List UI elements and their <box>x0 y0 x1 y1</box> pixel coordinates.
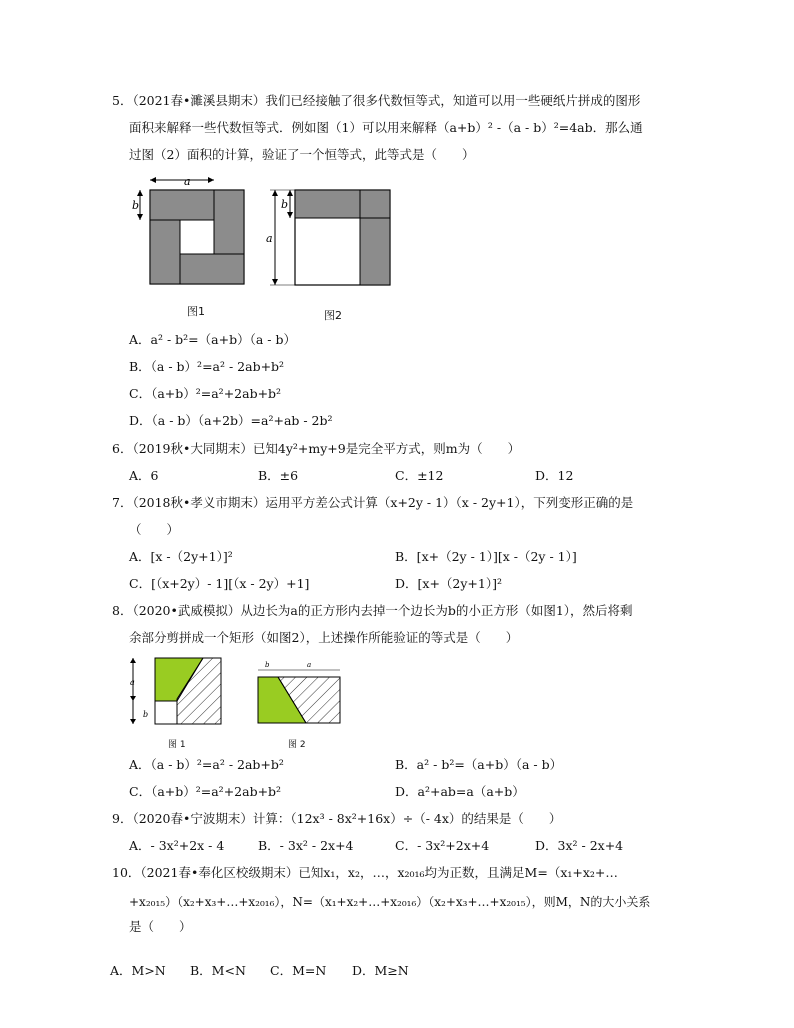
q10-option-d[interactable]: D．M≥N <box>352 963 409 978</box>
q7-option-d[interactable]: D．[x+（2y+1）]² <box>395 576 503 591</box>
q5-option-c[interactable]: C．（a+b）²=a²+2ab+b² <box>129 386 282 401</box>
q8-fig2-label-a: a <box>307 661 312 669</box>
q8-line1: 8．（2020•武威模拟）从边长为a的正方形内去掉一个边长为b的小正方形（如图1），然后将剩 <box>112 603 633 618</box>
q7-line2: （ ） <box>129 522 180 537</box>
q9-option-d[interactable]: D．3x² - 2x+4 <box>535 838 624 853</box>
q8-option-c[interactable]: C．（a+b）²=a²+2ab+b² <box>129 784 282 799</box>
q8-fig1-label-b: b <box>143 710 149 719</box>
q8-option-b[interactable]: B．a² - b²=（a+b）（a - b） <box>395 757 563 772</box>
q10-option-c[interactable]: C．M=N <box>270 963 327 978</box>
q5-fig1-label-b: b <box>132 199 140 212</box>
q9-option-b[interactable]: B．- 3x² - 2x+4 <box>258 838 354 853</box>
q5-figure1 <box>132 175 244 284</box>
q8-fig1-label-a: a <box>130 678 135 687</box>
q5-option-a[interactable]: A．a² - b²=（a+b）（a - b） <box>129 332 296 347</box>
q7-line1: 7．（2018秋•孝义市期末）运用平方差公式计算（x+2y - 1）（x - 2y+1），下列变形正确的是 <box>112 495 634 510</box>
q10-option-a[interactable]: A．M>N <box>110 963 166 978</box>
q10-line3: 是（ ） <box>129 919 192 934</box>
q5-option-b[interactable]: B．（a - b）²=a² - 2ab+b² <box>129 359 285 374</box>
q10-option-b[interactable]: B．M<N <box>190 963 246 978</box>
q5-figures <box>130 172 400 322</box>
q6-option-b[interactable]: B．±6 <box>258 468 299 483</box>
q8-figure2 <box>258 661 340 723</box>
q5-line1: 5．（2021春•濉溪县期末）我们已经接触了很多代数恒等式，知道可以用一些硬纸片拼成的图形 <box>112 93 641 108</box>
q7-option-c[interactable]: C．[（x+2y）- 1][（x - 2y）+1] <box>129 576 310 591</box>
q8-fig2-caption: 图 2 <box>288 740 306 750</box>
q8-option-a[interactable]: A．（a - b）²=a² - 2ab+b² <box>129 757 284 772</box>
q9-option-c[interactable]: C．- 3x²+2x+4 <box>395 838 490 853</box>
q5-fig2-label-b: b <box>281 198 289 211</box>
q5-fig1-label-a: a <box>184 175 191 188</box>
q8-fig1-caption: 图 1 <box>168 740 186 750</box>
q5-line3: 过图（2）面积的计算，验证了一个恒等式，此等式是（ ） <box>129 147 475 162</box>
q9-line1: 9．（2020春•宁波期末）计算：（12x³ - 8x²+16x）÷（- 4x）的结果是（ ） <box>112 811 562 826</box>
q6-option-c[interactable]: C．±12 <box>395 468 444 483</box>
q5-option-d[interactable]: D．（a - b）（a+2b）=a²+ab - 2b² <box>129 413 333 428</box>
q10-line1: 10．（2021春•奉化区校级期末）已知x₁，x₂，…，x₂₀₁₆均为正数，且满足M=（x₁+x₂+… <box>112 865 618 880</box>
q8-fig2-label-b: b <box>265 661 270 669</box>
q9-option-a[interactable]: A．- 3x²+2x - 4 <box>129 838 225 853</box>
q8-figures <box>125 655 350 750</box>
q10-line2: +x₂₀₁₅）（x₂+x₃+…+x₂₀₁₆），N=（x₁+x₂+…+x₂₀₁₆）（x₂+x₃+…+x₂₀₁₅），则M，N的大小关系 <box>129 895 651 909</box>
q8-figure1 <box>130 658 221 724</box>
q8-option-d[interactable]: D．a²+ab=a（a+b） <box>395 784 525 799</box>
q8-line2: 余部分剪拼成一个矩形（如图2），上述操作所能验证的等式是（ ） <box>129 630 519 645</box>
q5-fig1-caption: 图1 <box>187 305 205 318</box>
q6-line1: 6．（2019秋•大同期末）已知4y²+my+9是完全平方式，则m为（ ） <box>112 441 521 456</box>
q5-fig2-caption: 图2 <box>324 309 342 322</box>
q5-line2: 面积来解释一些代数恒等式．例如图（1）可以用来解释（a+b）² -（a - b）²=4ab．那么通 <box>129 120 643 135</box>
q5-fig2-label-a: a <box>266 232 273 245</box>
q5-figure2 <box>266 190 390 285</box>
q6-option-d[interactable]: D．12 <box>535 468 574 483</box>
q7-option-b[interactable]: B．[x+（2y - 1）][x -（2y - 1）] <box>395 549 577 564</box>
q6-option-a[interactable]: A．6 <box>129 468 159 483</box>
q7-option-a[interactable]: A．[x -（2y+1）]² <box>129 549 233 564</box>
